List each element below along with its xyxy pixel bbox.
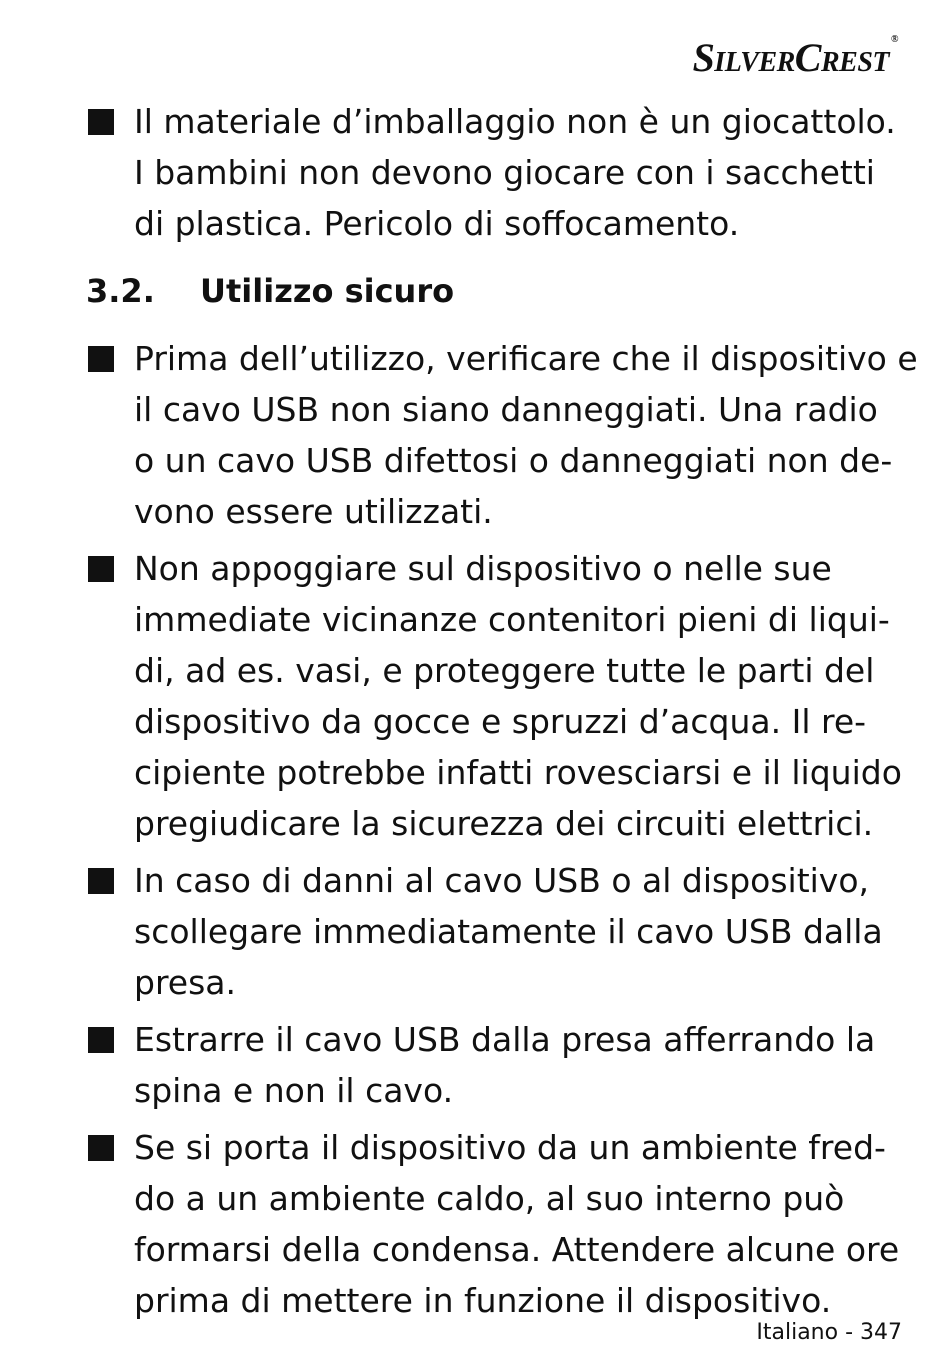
text-line: Estrarre il cavo USB dalla presa afferrando la xyxy=(134,1020,876,1059)
section-heading xyxy=(86,269,916,313)
text-line: Prima dell’utilizzo, verificare che il dispositivo e xyxy=(134,339,918,378)
bullet-item xyxy=(86,855,916,1008)
bullet-square-icon xyxy=(88,1135,114,1161)
bullet-square-icon xyxy=(88,1027,114,1053)
text-line: il cavo USB non siano danneggiati. Una radio xyxy=(134,390,878,429)
bullet-item xyxy=(86,543,916,849)
page-content xyxy=(86,96,916,1332)
section-number: 3.2. xyxy=(86,272,155,310)
bullet-item xyxy=(86,1014,916,1116)
bullet-item xyxy=(86,1122,916,1326)
text-line: vono essere utilizzati. xyxy=(134,492,493,531)
bullet-square-icon xyxy=(88,868,114,894)
registered-mark: ® xyxy=(891,34,898,45)
text-line: I bambini non devono giocare con i sacchetti xyxy=(134,153,875,192)
bullet-square-icon xyxy=(88,556,114,582)
text-line: di, ad es. vasi, e proteggere tutte le parti del xyxy=(134,651,875,690)
text-line: cipiente potrebbe infatti rovesciarsi e il liquido xyxy=(134,753,902,792)
text-line: do a un ambiente caldo, al suo interno può xyxy=(134,1179,845,1218)
text-line: presa. xyxy=(134,963,236,1002)
text-line: In caso di danni al cavo USB o al dispositivo, xyxy=(134,861,870,900)
text-line: scollegare immediatamente il cavo USB dalla xyxy=(134,912,883,951)
bullet-square-icon xyxy=(88,346,114,372)
bullet-item xyxy=(86,333,916,537)
text-line: spina e non il cavo. xyxy=(134,1071,454,1110)
page-footer: Italiano - 347 xyxy=(756,1320,902,1345)
text-line: di plastica. Pericolo di soffocamento. xyxy=(134,204,740,243)
text-line: Il materiale d’imballaggio non è un giocattolo. xyxy=(134,102,896,141)
text-line: pregiudicare la sicurezza dei circuiti elettrici. xyxy=(134,804,874,843)
bullet-square-icon xyxy=(88,109,114,135)
intro-bullet xyxy=(86,96,916,249)
brand-name: SilverCrest xyxy=(692,35,890,80)
text-line: Se si porta il dispositivo da un ambiente fred- xyxy=(134,1128,886,1167)
text-line: Non appoggiare sul dispositivo o nelle sue xyxy=(134,549,832,588)
text-line: formarsi della condensa. Attendere alcune ore xyxy=(134,1230,900,1269)
section-title: Utilizzo sicuro xyxy=(200,272,455,310)
brand-logo xyxy=(693,34,898,81)
text-line: o un cavo USB difettosi o danneggiati non de- xyxy=(134,441,893,480)
text-line: prima di mettere in funzione il dispositivo. xyxy=(134,1281,832,1320)
text-line: immediate vicinanze contenitori pieni di liqui- xyxy=(134,600,890,639)
text-line: dispositivo da gocce e spruzzi d’acqua. Il re- xyxy=(134,702,867,741)
